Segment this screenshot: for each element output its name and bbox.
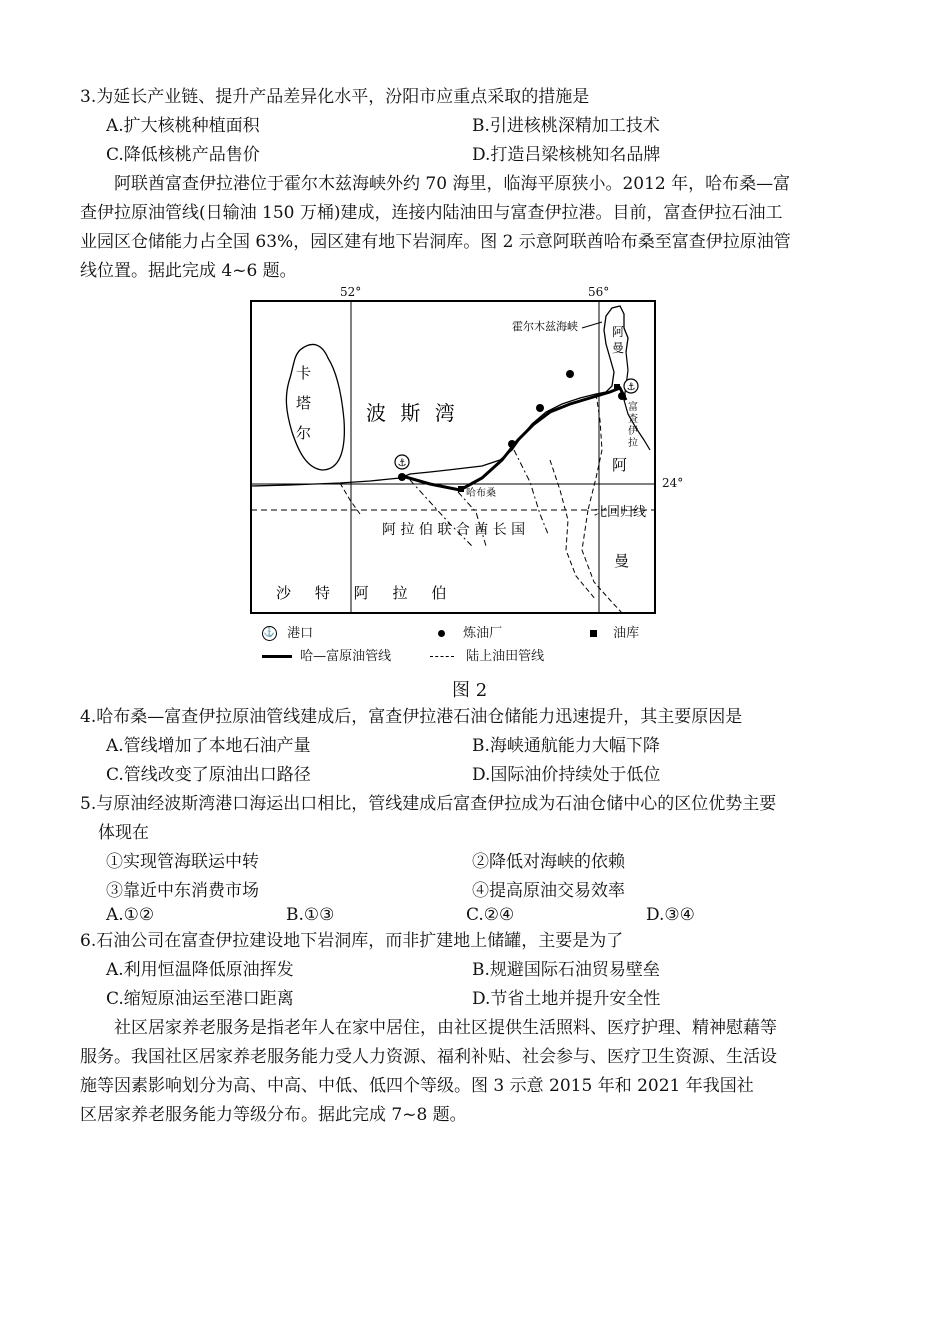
refinery-fujairah xyxy=(618,392,626,400)
label-qatar-1: 卡 xyxy=(296,364,312,382)
q4-option-d: D.国际油价持续处于低位 xyxy=(472,765,661,785)
passage1-line-2: 查伊拉原油管线(日输油 150 万桶)建成，连接内陆油田与富查伊拉港。目前，富查伊拉石油工 xyxy=(80,203,783,223)
q4-option-b: B.海峡通航能力大幅下降 xyxy=(472,736,660,756)
map-svg xyxy=(250,300,656,614)
label-tropic: 北回归线 xyxy=(594,505,647,520)
q5-option-c: C.②④ xyxy=(466,905,515,925)
label-fujairah-2: 查 xyxy=(628,414,638,425)
label-oman-top-2: 曼 xyxy=(612,341,625,355)
label-oman-top-1: 阿 xyxy=(612,325,625,339)
lon-label-56: 56° xyxy=(588,285,610,299)
port-legend-icon: ⚓ xyxy=(262,626,277,641)
q3-stem: 3.为延长产业链、提升产品差异化水平，汾阳市应重点采取的措施是 xyxy=(80,87,590,107)
onshore-legend-icon xyxy=(430,656,454,657)
svg-text:⚓: ⚓ xyxy=(626,382,636,393)
legend-pipeline xyxy=(262,645,391,664)
q5-option-d: D.③④ xyxy=(646,905,695,925)
refinery-3 xyxy=(536,404,544,412)
q5-option-b: B.①③ xyxy=(286,905,335,925)
refinery-2 xyxy=(508,440,516,448)
q5-item-3: ③靠近中东消费市场 xyxy=(106,881,259,901)
figure-2-map xyxy=(250,300,656,614)
label-strait: 霍尔木兹海峡 xyxy=(512,320,578,333)
q4-stem: 4.哈布桑—富查伊拉原油管线建成后，富查伊拉港石油仓储能力迅速提升，其主要原因是 xyxy=(80,707,743,727)
refinery-legend-icon xyxy=(438,630,445,637)
label-oman-right-1: 阿 xyxy=(612,456,628,474)
legend-refinery xyxy=(438,622,502,641)
q3-option-c: C.降低核桃产品售价 xyxy=(106,145,260,165)
passage2-line-1: 社区居家养老服务是指老年人在家中居住，由社区提供生活照料、医疗护理、精神慰藉等 xyxy=(114,1018,777,1038)
refinery-4 xyxy=(566,370,574,378)
depot-habshan xyxy=(458,486,464,492)
q6-stem: 6.石油公司在富查伊拉建设地下岩洞库，而非扩建地上储罐，主要是为了 xyxy=(80,931,624,951)
lat-label-24: 24° xyxy=(662,476,684,490)
passage1-line-1: 阿联酋富查伊拉港位于霍尔木兹海峡外约 70 海里，临海平原狭小。2012 年，哈布桑—富 xyxy=(114,174,791,194)
legend-port xyxy=(262,622,313,641)
legend-depot-label: 油库 xyxy=(613,626,640,641)
lon-label-52: 52° xyxy=(340,285,362,299)
label-fujairah-3: 伊 xyxy=(628,426,638,437)
legend-refinery-label: 炼油厂 xyxy=(463,626,503,641)
q6-option-c: C.缩短原油运至港口距离 xyxy=(106,989,294,1009)
q5-item-4: ④提高原油交易效率 xyxy=(472,881,625,901)
passage1-line-4: 线位置。据此完成 4~6 题。 xyxy=(80,261,297,281)
depot-legend-icon xyxy=(590,630,597,637)
q6-option-a: A.利用恒温降低原油挥发 xyxy=(106,960,294,980)
port-symbol-fujairah xyxy=(624,379,638,393)
label-uae: 阿 拉 伯 联 合 酋 长 国 xyxy=(382,522,526,538)
legend-onshore-label: 陆上油田管线 xyxy=(466,649,545,664)
q5-stem-line-1: 5.与原油经波斯湾港口海运出口相比，管线建成后富查伊拉成为石油仓储中心的区位优势主要 xyxy=(80,794,777,814)
passage2-line-4: 区居家养老服务能力等级分布。据此完成 7~8 题。 xyxy=(80,1105,467,1125)
label-habshan: 哈布桑 xyxy=(466,488,496,499)
q6-option-d: D.节省土地并提升安全性 xyxy=(472,989,661,1009)
q6-option-b: B.规避国际石油贸易壁垒 xyxy=(472,960,660,980)
label-saudi: 沙 特 阿 拉 伯 xyxy=(276,584,447,602)
label-fujairah-4: 拉 xyxy=(628,438,638,449)
q3-option-d: D.打造吕梁核桃知名品牌 xyxy=(472,145,661,165)
q5-item-2: ②降低对海峡的依赖 xyxy=(472,852,625,872)
q5-item-1: ①实现管海联运中转 xyxy=(106,852,259,872)
q3-option-b: B.引进核桃深精加工技术 xyxy=(472,116,660,136)
legend-onshore xyxy=(430,645,544,664)
label-gulf: 波 斯 湾 xyxy=(366,401,459,425)
passage2-line-2: 服务。我国社区居家养老服务能力受人力资源、福利补贴、社会参与、医疗卫生资源、生活设 xyxy=(80,1047,777,1067)
passage1-line-3: 业园区仓储能力占全国 63%，园区建有地下岩洞库。图 2 示意阿联酋哈布桑至富查伊拉原油管 xyxy=(80,232,791,252)
label-qatar-3: 尔 xyxy=(296,424,312,442)
passage2-line-3: 施等因素影响划分为高、中高、中低、低四个等级。图 3 示意 2015 年和 2021 年我国社 xyxy=(80,1076,754,1096)
legend-port-label: 港口 xyxy=(287,626,314,641)
q3-option-a: A.扩大核桃种植面积 xyxy=(106,116,260,136)
label-qatar-2: 塔 xyxy=(296,394,312,412)
pipeline-legend-icon xyxy=(262,655,292,658)
q4-option-c: C.管线改变了原油出口路径 xyxy=(106,765,311,785)
refinery-1 xyxy=(398,473,406,481)
figure-caption: 图 2 xyxy=(452,680,488,701)
q5-stem-line-2: 体现在 xyxy=(98,823,149,843)
svg-text:⚓: ⚓ xyxy=(397,458,407,469)
q5-option-a: A.①② xyxy=(106,905,155,925)
depot-fujairah xyxy=(614,384,620,390)
q4-option-a: A.管线增加了本地石油产量 xyxy=(106,736,311,756)
label-oman-right-2: 曼 xyxy=(614,552,630,570)
legend-pipeline-label: 哈—富原油管线 xyxy=(300,649,392,664)
legend-depot xyxy=(590,622,639,641)
label-fujairah-1: 富 xyxy=(628,402,638,413)
port-symbol-west xyxy=(395,455,409,469)
